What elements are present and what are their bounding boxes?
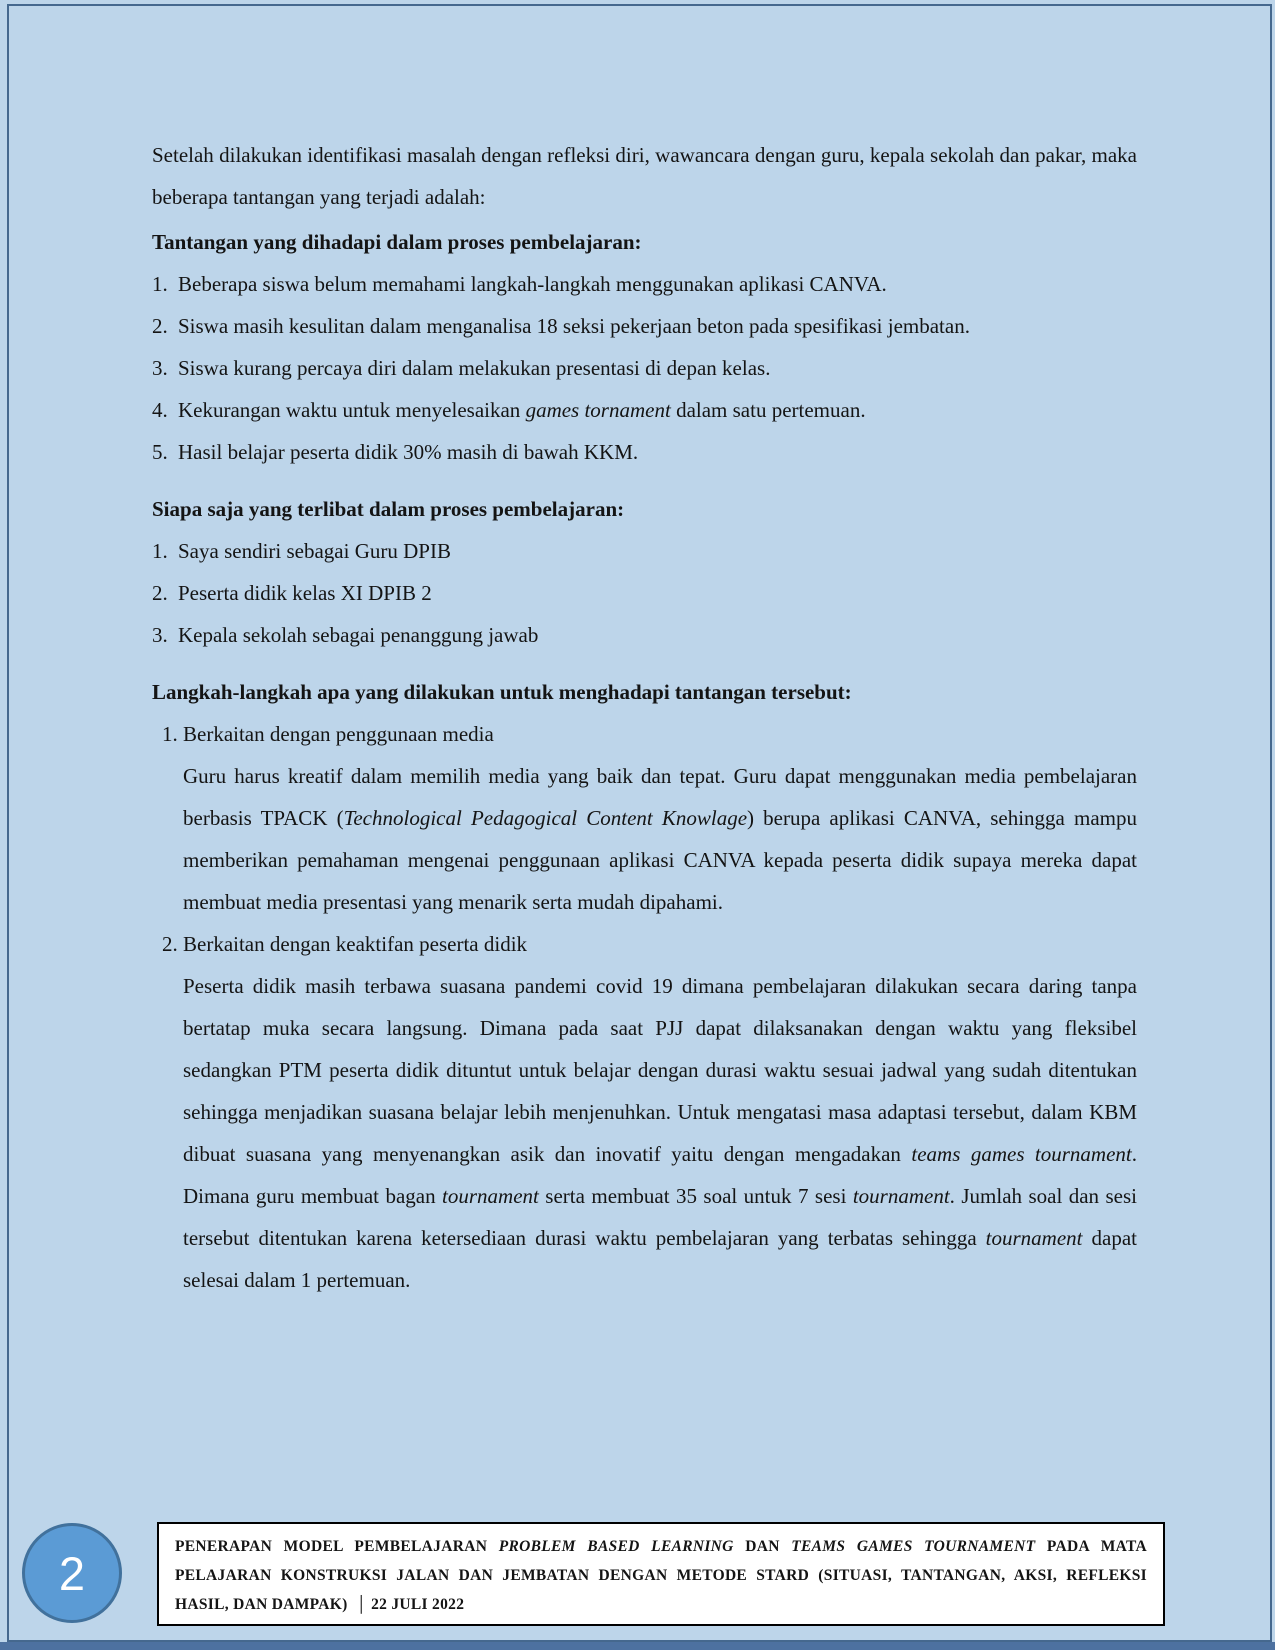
challenges-list [152, 263, 1137, 473]
list-item [152, 572, 1137, 614]
step-text: . Dimana guru membuat bagan [183, 1142, 1138, 1208]
challenges-heading: Tantangan yang dihadapi dalam proses pembelajaran: [152, 230, 642, 254]
footer-text: PENERAPAN MODEL PEMBELAJARAN [175, 1538, 499, 1555]
steps-heading: Langkah-langkah apa yang dilakukan untuk menghadapi tantangan tersebut: [152, 680, 852, 704]
step-title: Berkaitan dengan penggunaan media [183, 722, 494, 746]
footer-box [157, 1522, 1165, 1626]
page-number-badge [22, 1523, 122, 1623]
step-text-italic: teams games tournament [911, 1142, 1132, 1166]
item-number: 1. [152, 272, 168, 296]
item-number: 3. [152, 356, 168, 380]
step-text: Guru harus kreatif dalam memilih media yang baik dan tepat. Guru dapat menggunakan media pembelajaran berbasis TPACK ( [183, 764, 1137, 830]
footer-text-italic: TEAMS GAMES TOURNAMENT [791, 1538, 1036, 1555]
footer-text: PADA MATA PELAJARAN KONSTRUKSI JALAN DAN JEMBATAN DENGAN METODE STARD (SITUASI, TANTANGAN, AKSI, REFLEKSI HASIL, DAN DAMPAK) [175, 1538, 1147, 1613]
item-number: 1. [152, 539, 168, 563]
item-text: Saya sendiri sebagai Guru DPIB [178, 539, 451, 563]
step-text: dapat selesai dalam 1 pertemuan. [183, 1226, 1137, 1292]
item-number: 4. [152, 398, 168, 422]
item-number: 2. [152, 581, 168, 605]
item-text: Peserta didik kelas XI DPIB 2 [178, 581, 432, 605]
page-content [152, 134, 1137, 1301]
list-item [152, 530, 1137, 572]
list-item [152, 431, 1137, 473]
participants-list [152, 530, 1137, 656]
footer-title [175, 1532, 1147, 1619]
step-title: Berkaitan dengan keaktifan peserta didik [183, 932, 528, 956]
list-item [152, 263, 1137, 305]
step-item [152, 713, 1137, 755]
page-bottom-edge [0, 1642, 1275, 1650]
item-text-italic: games tornament [525, 398, 671, 422]
step-text-italic: tournament [852, 1184, 950, 1208]
footer-text-italic: PROBLEM BASED LEARNING [498, 1538, 734, 1555]
list-item [152, 305, 1137, 347]
list-item [152, 347, 1137, 389]
item-text: Hasil belajar peserta didik 30% masih di bawah KKM. [178, 440, 639, 464]
step-text: Peserta didik masih terbawa suasana pandemi covid 19 dimana pembelajaran dilakukan secara daring tanpa bertatap muka secara langsung. Dimana pada saat PJJ dapat dilaksanakan dengan waktu yang fleksibel sedangkan PTM peserta didik dituntut untuk belajar dengan durasi waktu sesuai jadwal yang sudah ditentukan sehingga menjadikan suasana belajar lebih menjenuhkan. Untuk mengatasi masa adaptasi tersebut, dalam KBM dibuat suasana yang menyenangkan asik dan inovatif yaitu dengan mengadakan [183, 974, 1137, 1166]
footer-date: 22 JULI 2022 [371, 1596, 465, 1613]
footer-text: DAN [733, 1538, 792, 1555]
item-text-pre: Kekurangan waktu untuk menyelesaikan [178, 398, 526, 422]
step-text-italic: tournament [442, 1184, 539, 1208]
item-number: 2. [152, 314, 168, 338]
list-item [152, 389, 1137, 431]
step-item [152, 923, 1137, 965]
item-text [178, 389, 1137, 431]
step-paragraph [183, 755, 1137, 923]
page-number: 2 [58, 1546, 86, 1600]
item-number: 1. [162, 722, 178, 746]
item-number: 2. [162, 932, 178, 956]
list-item [152, 614, 1137, 656]
intro-paragraph: Setelah dilakukan identifikasi masalah dengan refleksi diri, wawancara dengan guru, kepala sekolah dan pakar, maka beberapa tantangan yang terjadi adalah: [152, 143, 1137, 209]
footer-separator: │ [355, 1596, 368, 1613]
item-number: 3. [152, 623, 168, 647]
participants-heading: Siapa saja yang terlibat dalam proses pembelajaran: [152, 497, 625, 521]
item-text: Kepala sekolah sebagai penanggung jawab [178, 623, 539, 647]
item-number: 5. [152, 440, 168, 464]
step-text: ) berupa aplikasi CANVA, sehingga mampu memberikan pemahaman mengenai penggunaan aplikasi CANVA kepada peserta didik supaya mereka dapat membuat media presentasi yang menarik serta mudah dipahami. [183, 806, 1137, 914]
step-text: . Jumlah soal dan sesi tersebut ditentukan karena ketersediaan durasi waktu pembelajaran yang terbatas sehingga [183, 1184, 1137, 1250]
item-text: Beberapa siswa belum memahami langkah-langkah menggunakan aplikasi CANVA. [178, 272, 887, 296]
step-text: serta membuat 35 soal untuk 7 sesi [538, 1184, 853, 1208]
step-text-italic: tournament [985, 1226, 1083, 1250]
item-text: Siswa masih kesulitan dalam menganalisa 18 seksi pekerjaan beton pada spesifikasi jembatan. [178, 314, 970, 338]
steps-list [152, 713, 1137, 1301]
item-text: Siswa kurang percaya diri dalam melakukan presentasi di depan kelas. [178, 356, 771, 380]
step-paragraph [183, 965, 1137, 1301]
item-text-post: dalam satu pertemuan. [670, 398, 866, 422]
step-text-italic: Technological Pedagogical Content Knowlage [343, 806, 748, 830]
